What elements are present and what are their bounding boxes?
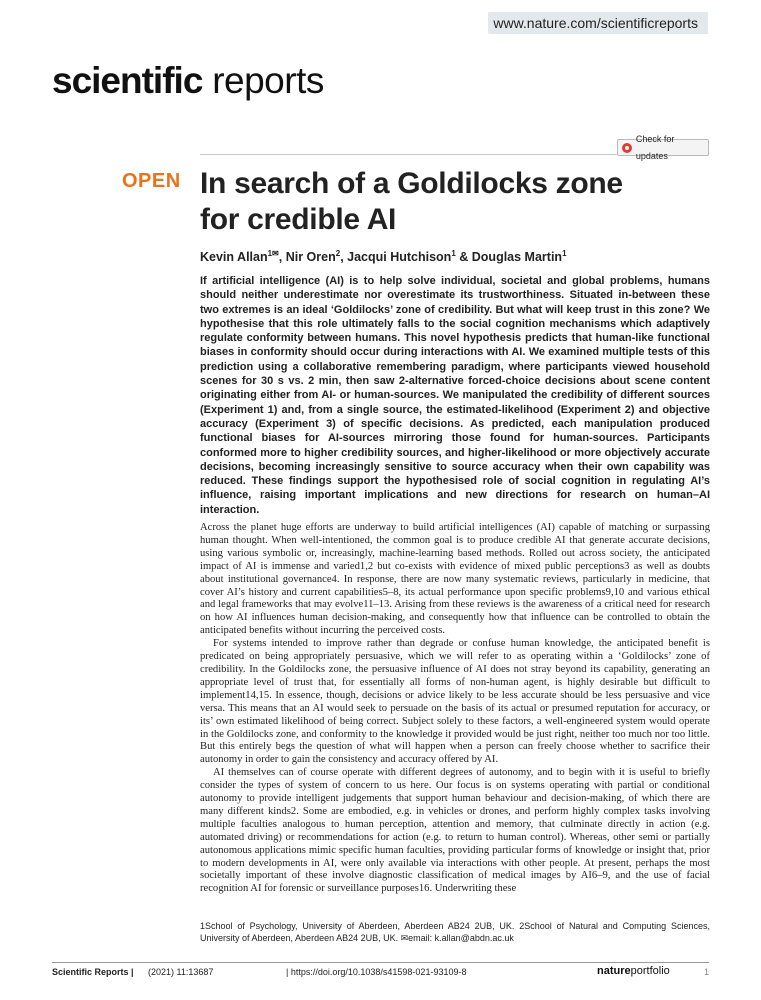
- journal-logo: scientific reports: [52, 60, 324, 101]
- check-for-updates-label: Check for updates: [635, 133, 675, 161]
- article-title: In search of a Goldilocks zone for credible AI: [200, 167, 623, 236]
- footer-divider: [52, 962, 709, 963]
- body-paragraph: AI themselves can of course operate with different degrees of autonomy, and to begin with it is useful to briefly consider the types of system of concern to us here. Our focus is on systems operating with partial or conditional autonomy to provide intelligent judgements that support human behaviour and decision-making, of which there are many different kinds2. Some are embodied, e.g. in vehicles or drones, and perform highly complex tasks involving multiple faculties analogous to human perception, attention and memory, that culminate directly in action (e.g. automated driving) or recommendations for action (e.g. to return to human control). Whereas, other semi or partially autonomous applications mimic specific human faculties, providing particular forms of knowledge or insight that, prior to modern developments in AI, were only available via interactions with other people. At present, perhaps the most societally important of these involve diagnostic classification of medical images by AI6–9, and the use of facial recognition AI for forensic or surveillance purposes16. Underwriting these: [200, 767, 710, 895]
- affiliations-footnote: 1School of Psychology, University of Aberdeen, Aberdeen AB24 2UB, UK. 2School of Natural and Computing Sciences, University of Aberdeen, Aberdeen AB24 2UB, UK. ✉email: k.allan@abdn.ac.uk: [200, 921, 710, 943]
- check-for-updates-button[interactable]: [617, 133, 709, 161]
- footer-volume: (2021) 11:13687: [148, 967, 214, 977]
- open-access-label: OPEN: [122, 170, 181, 192]
- footer-journal: Scientific Reports |: [52, 967, 134, 977]
- journal-url[interactable]: www.nature.com/scientificreports: [488, 12, 708, 34]
- publisher-logo: natureportfolio: [597, 965, 670, 977]
- author-list: Kevin Allan$^{1✉}$, Nir Oren$^2$, Jacqui Hutchison$^1$ & Douglas Martin$^1$: [200, 249, 567, 265]
- article-body: [200, 522, 710, 896]
- author-name[interactable]: Nir Oren: [285, 250, 336, 265]
- author-name[interactable]: Jacqui Hutchison: [347, 250, 452, 265]
- abstract: If artificial intelligence (AI) is to help solve individual, societal and global problems, humans should neither underestimate nor overestimate its trustworthiness. Situated in-between these two extremes is an ideal ‘Goldilocks’ zone of credibility. But what will keep trust in this zone? We hypothesise that this role ultimately falls to the social cognition mechanisms which adaptively regulate conformity between humans. This novel hypothesis predicts that human-like functional biases in conformity should occur during interactions with AI. We examined multiple tests of this prediction using a collaborative remembering paradigm, where participants viewed household scenes for 30 s vs. 2 min, then saw 2-alternative forced-choice decisions about scene content originating either from AI- or human-sources. We manipulated the credibility of different sources (Experiment 1) and, from a single source, the estimated-likelihood (Experiment 2) and objective accuracy (Experiment 3) of specific decisions. As predicted, each manipulation produced functional biases for AI-sources mirroring those found for human-sources. Participants conformed more to higher credibility sources, and higher-likelihood or more objectively accurate decisions, becoming increasingly sensitive to source accuracy when their own capability was reduced. These findings support the hypothesised role of social cognition in regulating AI’s influence, raising important implications and new directions for research on human–AI interaction.: [200, 275, 710, 516]
- page-number: 1: [703, 967, 709, 977]
- update-badge-icon: [622, 143, 632, 153]
- body-paragraph: For systems intended to improve rather than degrade or confuse human knowledge, the anticipated benefit is predicated on being appropriately persuasive, which we will refer to as operating within a ‘Goldilocks’ zone of credibility. In the Goldilocks zone, the persuasive influence of AI does not stray beyond its capability, generating an appropriate level of trust that, for essentially all forms of non-human agent, is highly desirable but difficult to implement14,15. In essence, though, decisions or advice likely to be less accurate should be less persuasive and vice versa. This means that an AI would seek to persuade on the basis of its actual or presumed reputation for accuracy, or its’ own estimated likelihood of being correct. Subject solely to these factors, a well-engineered system would operate in the Goldilocks zone, and conformity to the knowledge it provided would be just right, neither too much nor too little. But this entirely begs the question of what will happen when a person can freely choose whether to sacrifice their autonomy in order to gain the consistency and accuracy offered by AI.: [200, 638, 710, 766]
- body-paragraph: Across the planet huge efforts are underway to build artificial intelligences (AI) capable of matching or surpassing human thought. When well-intentioned, the common goal is to produce credible AI that generate accurate decisions, using various symbolic or, increasingly, machine-learning based methods. Rolled out across society, the anticipated impact of AI is immense and varied1,2 but co-exists with evidence of mixed public perceptions3 as well as doubts about institutional governance4. In response, there are now many systematic reviews, particularly in medicine, that cover AI’s history and current capabilities5–8, its actual performance upon specific problems9,10 and various ethical and legal frameworks that may evolve11–13. Arising from these reviews is the awareness of a critical need for research on how AI influences human decision-making, and consequently how that influence can be controlled to obtain the anticipated benefits without incurring the perceived costs.: [200, 522, 710, 637]
- author-name[interactable]: Douglas Martin: [471, 250, 563, 265]
- footer-doi-link[interactable]: | https://doi.org/10.1038/s41598-021-93109-8: [286, 967, 467, 977]
- author-name[interactable]: Kevin Allan: [200, 250, 268, 265]
